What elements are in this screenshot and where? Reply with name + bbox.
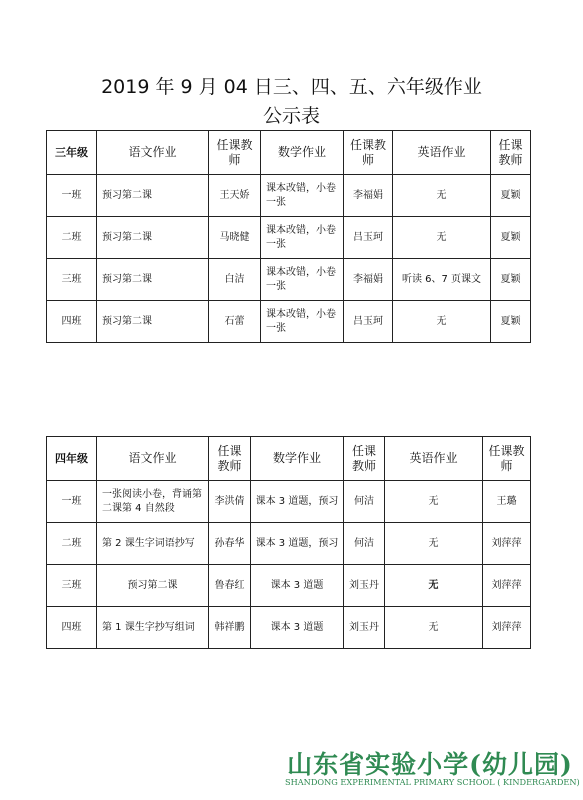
teacher-cell: 夏颖 [491,259,531,301]
teacher-cell: 王璐 [483,481,531,523]
math-homework-cell: 课本改错，小卷一张 [261,259,344,301]
math-header: 数学作业 [251,437,344,481]
english-homework-cell: 无 [393,175,491,217]
class-cell: 一班 [47,175,97,217]
math-homework-cell: 课本改错，小卷一张 [261,301,344,343]
chinese-homework-cell: 预习第二课 [97,301,209,343]
grade3-homework-table [46,130,531,343]
english-homework-cell: 无 [385,565,483,607]
teacher-cell: 何洁 [344,523,385,565]
teacher-cell: 白洁 [209,259,261,301]
teacher-cell: 刘萍萍 [483,523,531,565]
teacher-header: 任课教师 [344,131,393,175]
english-homework-cell: 无 [385,481,483,523]
teacher-cell: 夏颖 [491,301,531,343]
teacher-cell: 何洁 [344,481,385,523]
english-header: 英语作业 [393,131,491,175]
chinese-homework-cell: 第 1 课生字抄写组词 [97,607,209,649]
english-homework-cell: 无 [393,301,491,343]
teacher-header: 任课教师 [209,131,261,175]
teacher-header: 任课教师 [344,437,385,481]
teacher-header: 任课教师 [209,437,251,481]
teacher-cell: 刘玉丹 [344,565,385,607]
chinese-homework-cell: 第 2 课生字词语抄写 [97,523,209,565]
chinese-homework-cell: 一张阅读小卷，背诵第二课第 4 自然段 [97,481,209,523]
english-homework-cell: 无 [385,523,483,565]
teacher-cell: 吕玉珂 [344,301,393,343]
chinese-header: 语文作业 [97,131,209,175]
teacher-header: 任课教师 [483,437,531,481]
class-cell: 四班 [47,607,97,649]
chinese-homework-cell: 预习第二课 [97,217,209,259]
table-row [47,259,531,301]
table-header-row [47,131,531,175]
class-cell: 四班 [47,301,97,343]
teacher-cell: 李福娟 [344,175,393,217]
chinese-homework-cell: 预习第二课 [97,175,209,217]
teacher-cell: 王天娇 [209,175,261,217]
page-title-line2: 公示表 [262,105,320,127]
chinese-header: 语文作业 [97,437,209,481]
class-cell: 三班 [47,565,97,607]
teacher-cell: 孙春华 [209,523,251,565]
table-row [47,607,531,649]
school-name-chinese: 山东省实验小学(幼儿园) [287,750,573,779]
table-header-row [47,437,531,481]
class-cell: 二班 [47,217,97,259]
teacher-cell: 马晓健 [209,217,261,259]
english-header: 英语作业 [385,437,483,481]
teacher-cell: 鲁春红 [209,565,251,607]
math-homework-cell: 课本改错，小卷一张 [261,217,344,259]
class-cell: 二班 [47,523,97,565]
table-row [47,481,531,523]
school-name-english: SHANDONG EXPERIMENTAL PRIMARY SCHOOL ( KINDERGARDEN) [285,777,580,787]
english-homework-cell: 听读 6、7 页课文 [393,259,491,301]
teacher-cell: 刘玉丹 [344,607,385,649]
teacher-header: 任课教师 [491,131,531,175]
teacher-cell: 吕玉珂 [344,217,393,259]
teacher-cell: 李福娟 [344,259,393,301]
teacher-cell: 李洪倩 [209,481,251,523]
math-homework-cell: 课本改错，小卷一张 [261,175,344,217]
table-row [47,175,531,217]
grade-header: 四年级 [47,437,97,481]
teacher-cell: 韩祥鹏 [209,607,251,649]
chinese-homework-cell: 预习第二课 [97,565,209,607]
math-homework-cell: 课本 3 道题 [251,565,344,607]
math-homework-cell: 课本 3 道题，预习 [251,523,344,565]
grade4-homework-table [46,436,531,649]
math-homework-cell: 课本 3 道题 [251,607,344,649]
math-header: 数学作业 [261,131,344,175]
english-homework-cell: 无 [385,607,483,649]
class-cell: 一班 [47,481,97,523]
teacher-cell: 刘萍萍 [483,607,531,649]
table-row [47,565,531,607]
page-title-line1: 2019 年 9 月 04 日三、四、五、六年级作业 [101,76,482,98]
teacher-cell: 夏颖 [491,175,531,217]
english-homework-cell: 无 [393,217,491,259]
teacher-cell: 石蕾 [209,301,261,343]
chinese-homework-cell: 预习第二课 [97,259,209,301]
table-row [47,301,531,343]
table-row [47,217,531,259]
class-cell: 三班 [47,259,97,301]
teacher-cell: 夏颖 [491,217,531,259]
grade-header: 三年级 [47,131,97,175]
table-row [47,523,531,565]
teacher-cell: 刘萍萍 [483,565,531,607]
math-homework-cell: 课本 3 道题，预习 [251,481,344,523]
